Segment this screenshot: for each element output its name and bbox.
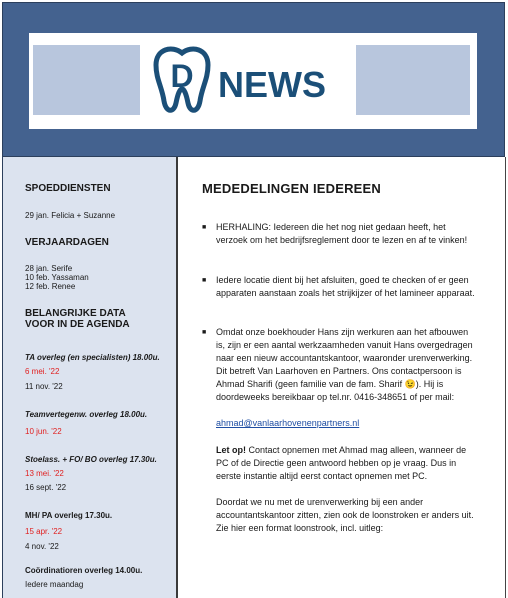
birthday-item: 28 jan. Serife (25, 264, 73, 273)
spoeddiensten-entry: 29 jan. Felicia + Suzanne (25, 211, 116, 220)
event-date: Iedere maandag (25, 580, 84, 589)
event-title: Stoelass. + FO/ BO overleg 17.30u. (25, 455, 157, 464)
main-content (178, 157, 506, 598)
banner (29, 33, 477, 129)
newsletter-header (2, 2, 505, 157)
agenda-heading-line2: VOOR IN DE AGENDA (25, 319, 130, 330)
announcement-text: HERHALING: Iedereen die het nog niet gedaan heeft, het verzoek om het bedrijfsreglement door te lezen en af te vinken! (216, 222, 468, 245)
event-date: 6 mei. '22 (25, 367, 60, 376)
agenda-heading-line1: BELANGRIJKE DATA (25, 308, 126, 319)
banner-band-left (33, 45, 140, 115)
bullet-icon: ■ (202, 329, 207, 336)
event-date: 4 nov. '22 (25, 542, 59, 551)
event-date: 13 mei. '22 (25, 469, 64, 478)
spoeddiensten-heading: SPOEDDIENSTEN (25, 183, 111, 194)
bullet-icon: ■ (202, 224, 207, 231)
closing-paragraph: Doordat we nu met de urenverwerking bij een ander accountantskantoor zitten, zien ook de loonstroken er anders uit. Zie hier een format loonstrook, incl. uitleg: (216, 497, 474, 533)
email-link[interactable]: ahmad@vanlaarhovenenpartners.nl (216, 418, 360, 428)
event-title: MH/ PA overleg 17.30u. (25, 511, 113, 520)
event-title: Teamvertegenw. overleg 18.00u. (25, 410, 148, 419)
warning-text: Contact opnemen met Ahmad mag alleen, wanneer de PC of de Directie geen antwoord hebben op je vraag. Dus in eerste instantie altijd eerst contact opnemen met PC. (216, 445, 467, 481)
warning-paragraph (216, 444, 478, 483)
announcement-text: Iedere locatie dient bij het afsluiten, goed te checken of er geen apparaten aanstaan zoals het strijkijzer of het lamineer apparaat. (216, 275, 475, 298)
page-title: MEDEDELINGEN IEDEREEN (202, 181, 382, 196)
event-date: 10 jun. '22 (25, 427, 62, 436)
event-title: Coördinatioren overleg 14.00u. (25, 566, 143, 575)
banner-band-right (356, 45, 470, 115)
logo-glyph: D (170, 58, 194, 94)
event-date: 16 sept. '22 (25, 483, 67, 492)
birthday-item: 10 feb. Yassaman (25, 273, 89, 282)
birthday-item: 12 feb. Renee (25, 282, 76, 291)
event-date: 15 apr. '22 (25, 527, 63, 536)
logo (140, 37, 356, 124)
logo-text: NEWS (218, 64, 326, 105)
verjaardagen-heading: VERJAARDAGEN (25, 237, 109, 248)
event-date: 11 nov. '22 (25, 382, 63, 391)
tooth-logo-icon (146, 43, 350, 119)
event-title: TA overleg (en specialisten) 18.00u. (25, 353, 160, 362)
sidebar (2, 157, 178, 598)
announcement-text: Omdat onze boekhouder Hans zijn werkuren aan het afbouwen is, zijn er een aantal werkzaamheden vanuit Hans overgedragen naar een nieuw accountantskantoor, waaronder urenverwerking. Dit betreft Van Laarhoven en Partners. Ons contactpersoon is Ahmad Sharifi (geen familie van de fam. Sharif 😉). Hij is doordeweeks bereikbaar op tel.nr. 0416-348651 of per mail: (216, 327, 473, 402)
bullet-icon: ■ (202, 277, 207, 284)
warning-label: Let op! (216, 445, 246, 455)
